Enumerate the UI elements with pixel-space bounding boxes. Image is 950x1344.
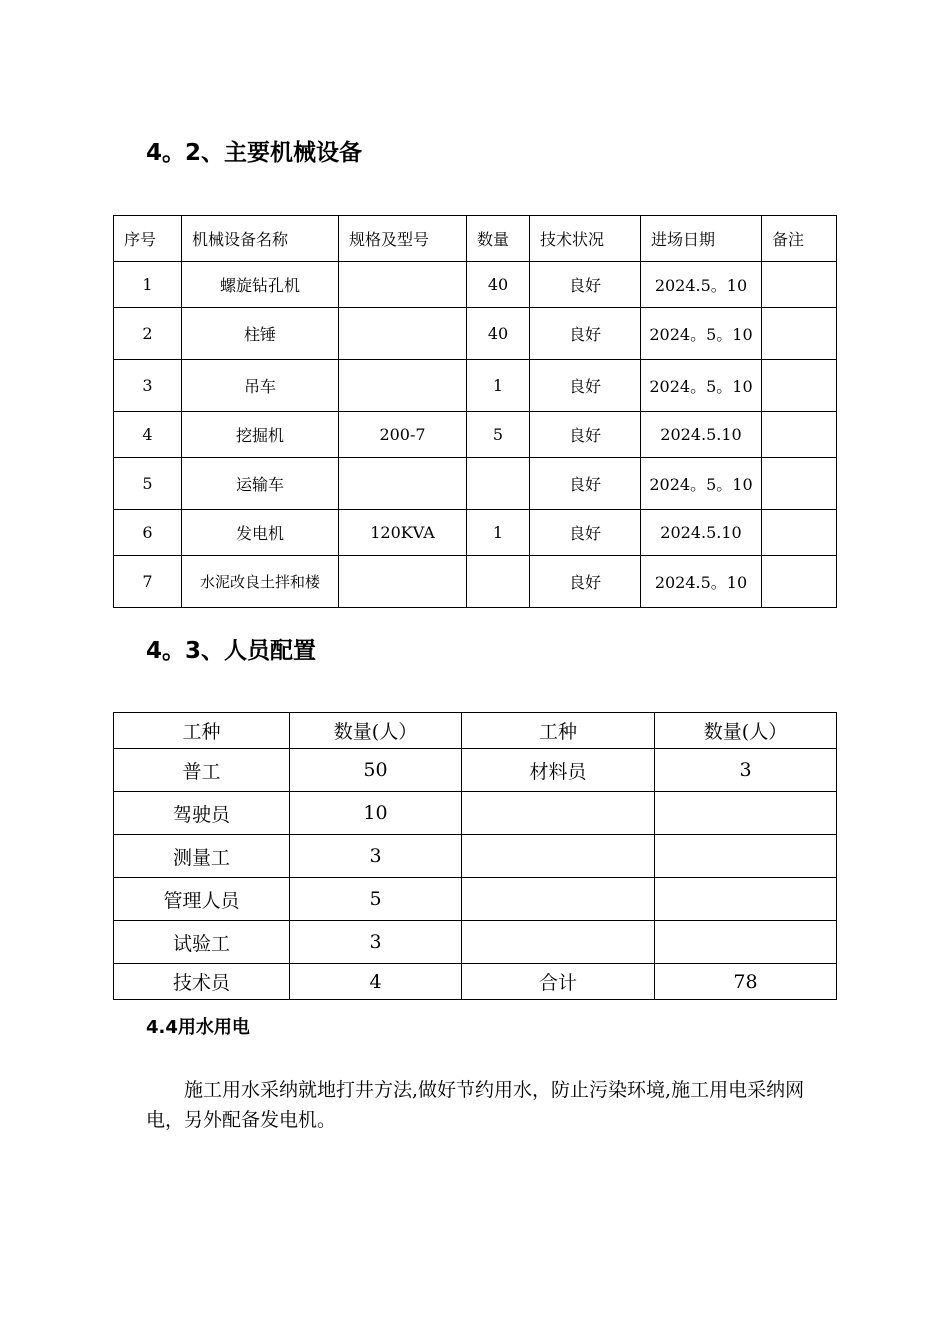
table-row <box>114 360 837 412</box>
equipment-cell: 吊车 <box>182 360 339 412</box>
equipment-header-cell: 序号 <box>114 216 182 262</box>
equipment-cell <box>762 510 837 556</box>
equipment-cell: 3 <box>114 360 182 412</box>
equipment-cell <box>339 262 467 308</box>
equipment-cell: 2024.5.10 <box>641 412 762 458</box>
equipment-cell: 2024.5。10 <box>641 262 762 308</box>
staff-cell <box>655 878 837 921</box>
staff-cell: 78 <box>655 964 837 1000</box>
staff-header-cell: 工种 <box>114 713 290 749</box>
equipment-cell <box>762 262 837 308</box>
table-row <box>114 556 837 608</box>
equipment-cell: 5 <box>114 458 182 510</box>
staff-cell <box>655 792 837 835</box>
equipment-cell <box>339 360 467 412</box>
equipment-cell <box>762 412 837 458</box>
equipment-header-cell: 备注 <box>762 216 837 262</box>
section-title-power: 4.4用水用电 <box>146 1017 250 1038</box>
staff-cell: 驾驶员 <box>114 792 290 835</box>
table-row <box>114 749 837 792</box>
equipment-cell <box>467 458 530 510</box>
staff-cell: 3 <box>290 835 462 878</box>
equipment-cell: 5 <box>467 412 530 458</box>
equipment-header-cell: 技术状况 <box>530 216 641 262</box>
equipment-cell: 40 <box>467 308 530 360</box>
staff-header-cell: 数量(人） <box>290 713 462 749</box>
equipment-cell: 良好 <box>530 556 641 608</box>
equipment-cell <box>339 458 467 510</box>
equipment-cell: 良好 <box>530 510 641 556</box>
table-row <box>114 510 837 556</box>
staff-cell <box>462 835 655 878</box>
equipment-cell <box>762 458 837 510</box>
equipment-cell: 2024。5。10 <box>641 360 762 412</box>
staff-cell: 材料员 <box>462 749 655 792</box>
equipment-cell: 2 <box>114 308 182 360</box>
staff-cell: 合计 <box>462 964 655 1000</box>
equipment-cell: 良好 <box>530 412 641 458</box>
equipment-cell <box>339 308 467 360</box>
equipment-cell: 2024。5。10 <box>641 458 762 510</box>
staff-header-cell: 工种 <box>462 713 655 749</box>
equipment-cell <box>762 556 837 608</box>
equipment-cell: 120KVA <box>339 510 467 556</box>
equipment-cell: 良好 <box>530 360 641 412</box>
equipment-cell: 发电机 <box>182 510 339 556</box>
equipment-header-cell: 进场日期 <box>641 216 762 262</box>
equipment-cell: 良好 <box>530 262 641 308</box>
equipment-cell <box>339 556 467 608</box>
staff-cell: 管理人员 <box>114 878 290 921</box>
staff-cell: 技术员 <box>114 964 290 1000</box>
equipment-cell: 7 <box>114 556 182 608</box>
staff-cell: 50 <box>290 749 462 792</box>
equipment-cell: 1 <box>114 262 182 308</box>
equipment-cell: 6 <box>114 510 182 556</box>
equipment-cell: 良好 <box>530 308 641 360</box>
equipment-cell: 4 <box>114 412 182 458</box>
staff-cell <box>462 878 655 921</box>
staff-cell <box>462 792 655 835</box>
equipment-cell: 运输车 <box>182 458 339 510</box>
equipment-cell: 1 <box>467 360 530 412</box>
staff-cell: 10 <box>290 792 462 835</box>
equipment-table-header-row <box>114 216 837 262</box>
equipment-cell: 2024.5.10 <box>641 510 762 556</box>
equipment-cell: 螺旋钻孔机 <box>182 262 339 308</box>
power-paragraph: 施工用水采纳就地打井方法,做好节约用水，防止污染环境,施工用电采纳网电，另外配备发电机。 <box>146 1079 805 1131</box>
table-row <box>114 308 837 360</box>
equipment-cell: 2024.5。10 <box>641 556 762 608</box>
equipment-cell <box>762 308 837 360</box>
staff-table <box>113 712 837 1000</box>
staff-cell: 试验工 <box>114 921 290 964</box>
equipment-cell: 良好 <box>530 458 641 510</box>
equipment-cell: 挖掘机 <box>182 412 339 458</box>
equipment-cell: 2024。5。10 <box>641 308 762 360</box>
staff-cell: 5 <box>290 878 462 921</box>
staff-cell: 4 <box>290 964 462 1000</box>
staff-cell <box>462 921 655 964</box>
section-title-equipment: 4。2、主要机械设备 <box>146 140 363 166</box>
equipment-cell: 水泥改良土拌和楼 <box>182 556 339 608</box>
table-row <box>114 835 837 878</box>
staff-cell: 普工 <box>114 749 290 792</box>
staff-table-header-row <box>114 713 837 749</box>
table-row <box>114 412 837 458</box>
equipment-cell: 柱锤 <box>182 308 339 360</box>
staff-cell <box>655 835 837 878</box>
table-row <box>114 262 837 308</box>
equipment-cell: 200-7 <box>339 412 467 458</box>
equipment-cell <box>467 556 530 608</box>
equipment-cell: 1 <box>467 510 530 556</box>
table-row <box>114 458 837 510</box>
staff-cell: 测量工 <box>114 835 290 878</box>
table-row <box>114 921 837 964</box>
equipment-cell: 40 <box>467 262 530 308</box>
staff-cell: 3 <box>290 921 462 964</box>
equipment-cell <box>762 360 837 412</box>
table-row <box>114 792 837 835</box>
table-row <box>114 964 837 1000</box>
table-row <box>114 878 837 921</box>
section-title-staff: 4。3、人员配置 <box>146 638 317 664</box>
equipment-table <box>113 215 837 608</box>
equipment-header-cell: 机械设备名称 <box>182 216 339 262</box>
staff-cell: 3 <box>655 749 837 792</box>
equipment-header-cell: 规格及型号 <box>339 216 467 262</box>
staff-header-cell: 数量(人） <box>655 713 837 749</box>
equipment-header-cell: 数量 <box>467 216 530 262</box>
staff-cell <box>655 921 837 964</box>
